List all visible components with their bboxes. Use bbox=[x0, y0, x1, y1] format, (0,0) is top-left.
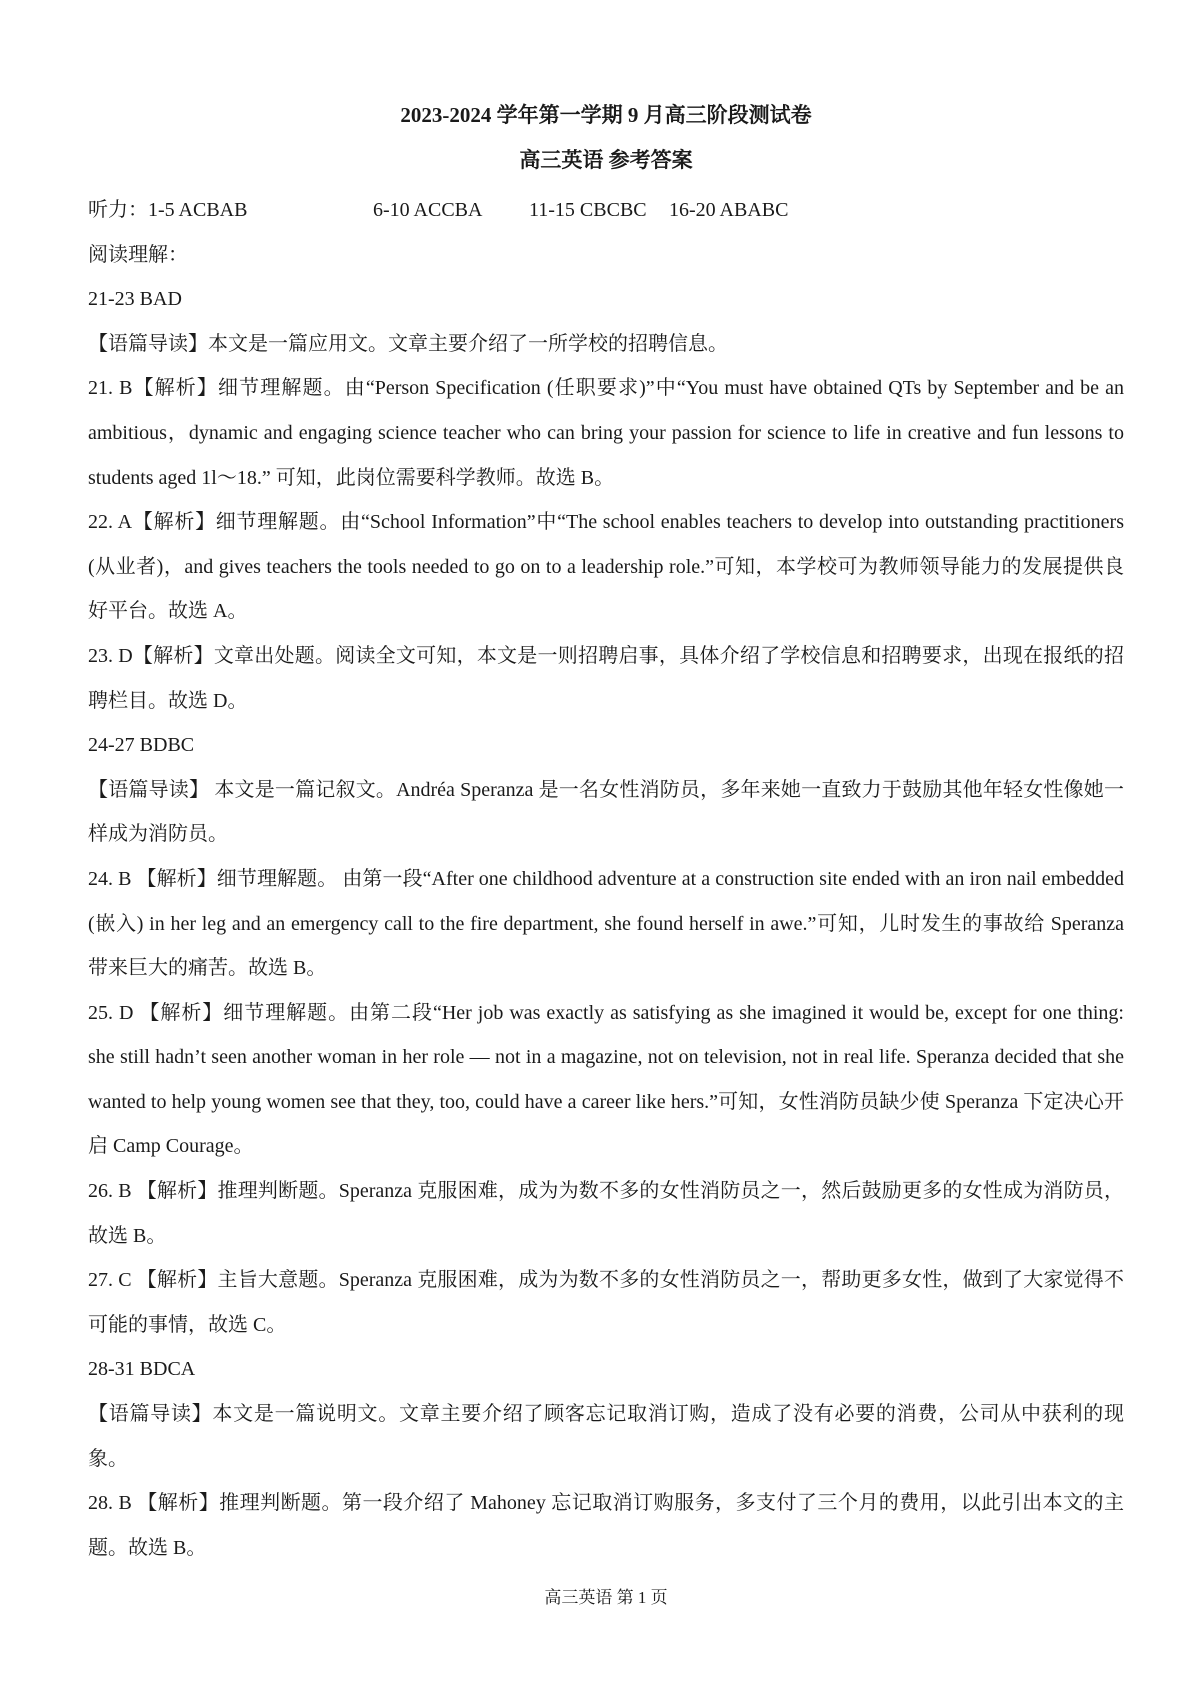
section-range: 24-27 BDBC bbox=[88, 734, 195, 757]
reading-heading: 阅读理解： bbox=[88, 243, 188, 266]
answer-explanation: 25. D 【解析】细节理解题。由第二段“Her job was exactly as satisfying as she imagined it would be, except for one thing: she still hadn’t seen another woman in her role — not in a magazine, not on television, not in real life. Speranza decided that she wanted to help young women see that they, too, could have a career like hers.”可知，女性消防员缺少使 Speranza 下定决心开启 Camp Courage。 bbox=[88, 1001, 1124, 1158]
listening-group: 6-10 ACCBA bbox=[373, 199, 483, 221]
answer-sheet-page bbox=[88, 0, 1124, 1698]
section-guide: 【语篇导读】本文是一篇应用文。文章主要介绍了一所学校的招聘信息。 bbox=[88, 332, 728, 355]
section-range: 21-23 BAD bbox=[88, 288, 182, 311]
listening-answers bbox=[88, 188, 1124, 233]
answer-content bbox=[88, 188, 1124, 1570]
section-guide: 【语篇导读】本文是一篇说明文。文章主要介绍了顾客忘记取消订购，造成了没有必要的消费，公司从中获利的现象。 bbox=[88, 1403, 1124, 1470]
page-subtitle: 高三英语 参考答案 bbox=[519, 148, 693, 172]
answer-explanation: 24. B 【解析】细节理解题。 由第一段“After one childhood adventure at a construction site ended with an iron nail embedded (嵌入) in her leg and an emergency call to the fire department, she found herself in awe.”可知，儿时发生的事故给 Speranza 带来巨大的痛苦。故选 B。 bbox=[88, 867, 1124, 980]
page-footer: 高三英语 第 1 页 bbox=[544, 1588, 668, 1607]
answer-explanation: 23. D【解析】文章出处题。阅读全文可知，本文是一则招聘启事，具体介绍了学校信息和招聘要求，出现在报纸的招聘栏目。故选 D。 bbox=[88, 644, 1124, 712]
answer-explanation: 22. A【解析】细节理解题。由“School Information”中“The school enables teachers to develop into outstanding practitioners (从业者)，and gives teachers the tools needed to go on to a leadership role.”可知，本学校可为教师领导能力的发展提供良好平台。故选 A。 bbox=[88, 511, 1124, 623]
listening-group: 16-20 ABABC bbox=[669, 199, 789, 221]
listening-group: 11-15 CBCBC bbox=[529, 199, 647, 221]
answer-explanation: 26. B 【解析】推理判断题。Speranza 克服困难，成为为数不多的女性消防员之一，然后鼓励更多的女性成为消防员，故选 B。 bbox=[88, 1180, 1124, 1247]
section-range: 28-31 BDCA bbox=[88, 1358, 196, 1381]
answer-explanation: 28. B 【解析】推理判断题。第一段介绍了 Mahoney 忘记取消订购服务，多支付了三个月的费用，以此引出本文的主题。故选 B。 bbox=[88, 1492, 1124, 1559]
listening-label: 听力： bbox=[88, 199, 148, 221]
answer-explanation: 27. C 【解析】主旨大意题。Speranza 克服困难，成为为数不多的女性消防员之一，帮助更多女性，做到了大家觉得不可能的事情，故选 C。 bbox=[88, 1269, 1124, 1336]
section-guide: 【语篇导读】 本文是一篇记叙文。Andréa Speranza 是一名女性消防员，多年来她一直致力于鼓励其他年轻女性像她一样成为消防员。 bbox=[88, 778, 1124, 846]
listening-group: 1-5 ACBAB bbox=[148, 199, 248, 221]
page-title: 2023-2024 学年第一学期 9 月高三阶段测试卷 bbox=[400, 103, 812, 127]
answer-explanation: 21. B【解析】细节理解题。由“Person Specification (任职要求)”中“You must have obtained QTs by September and be an ambitious，dynamic and engaging science teacher who can bring your passion for science to life in creative and fun lessons to students aged 1l～18.” 可知，此岗位需要科学教师。故选 B。 bbox=[88, 377, 1124, 489]
